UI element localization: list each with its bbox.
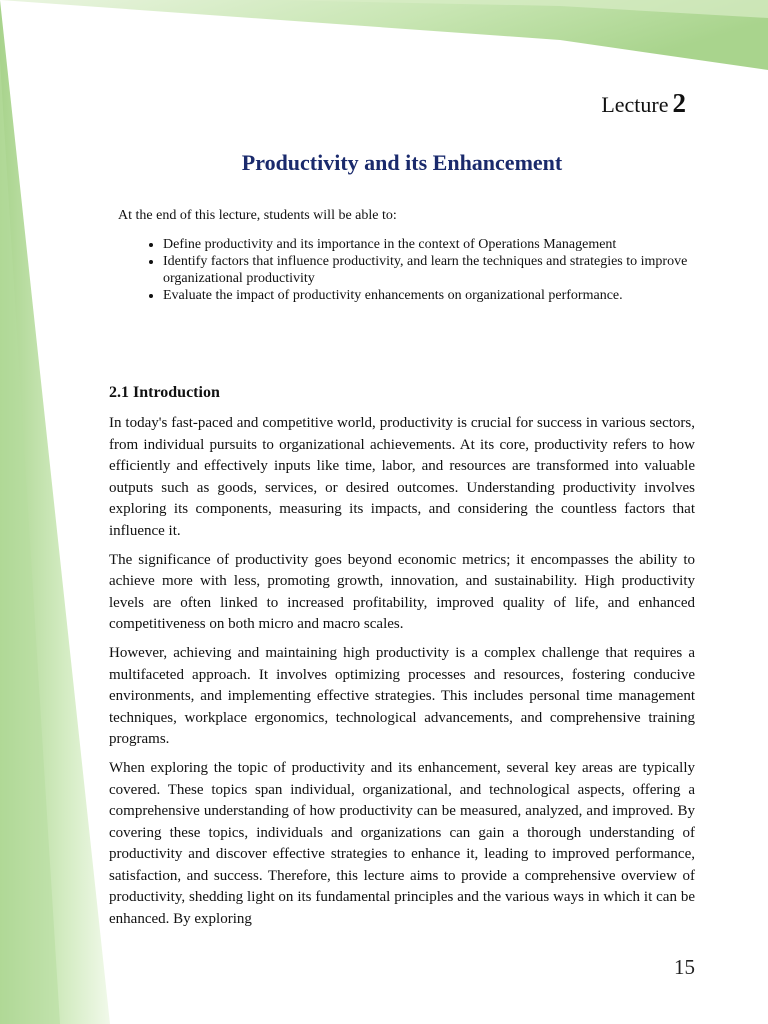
lecture-label xyxy=(601,88,686,119)
paragraph: When exploring the topic of productivity and its enhancement, several key areas are typically covered. These topics span individual, organizational, and technological aspects, offering a comprehensive understanding of how productivity can be measured, analyzed, and improved. By covering these topics, individuals and organizations can gain a thorough understanding of productivity and discover effective strategies to enhance it, leading to improved performance, satisfaction, and success. Therefore, this lecture aims to provide a comprehensive overview of productivity, shedding light on its fundamental principles and the various ways in which it can be enhanced. By exploring xyxy=(109,759,695,928)
objectives-list xyxy=(143,236,723,304)
paragraph: However, achieving and maintaining high productivity is a complex challenge that requires a multifaceted approach. It involves optimizing processes and resources, fostering conducive environments, and implementing effective strategies. This includes personal time management techniques, workplace ergonomics, technological advancements, and comprehensive training programs. xyxy=(109,644,695,748)
page-number: 15 xyxy=(674,955,695,979)
paragraph: The significance of productivity goes beyond economic metrics; it encompasses the ability to achieve more with less, promoting growth, innovation, and sustainability. High productivity levels are often linked to increased profitability, improved quality of life, and enhanced competitiveness on both micro and macro scales. xyxy=(109,551,695,633)
lecture-number: 2 xyxy=(672,88,686,118)
objective-item: • Define productivity and its importance in the context of Operations Management xyxy=(163,236,723,253)
section-body xyxy=(109,413,695,938)
section-heading: 2.1 Introduction xyxy=(109,384,220,401)
objective-item: • Evaluate the impact of productivity enhancements on organizational performance. xyxy=(163,287,723,304)
lecture-word: Lecture xyxy=(601,92,669,117)
page-title: Productivity and its Enhancement xyxy=(241,150,563,175)
paragraph: In today's fast-paced and competitive world, productivity is crucial for success in various sectors, from individual pursuits to organizational achievements. At its core, productivity refers to how efficiently and effectively inputs like time, labor, and resources are transformed into valuable outputs such as goods, services, or desired outcomes. Understanding productivity involves exploring its components, measuring its impacts, and considering the countless factors that influence it. xyxy=(109,415,695,539)
objective-item: • Identify factors that influence productivity, and learn the techniques and strategies to improve organizational productivity xyxy=(163,253,723,287)
objectives-intro: At the end of this lecture, students will be able to: xyxy=(118,208,397,223)
